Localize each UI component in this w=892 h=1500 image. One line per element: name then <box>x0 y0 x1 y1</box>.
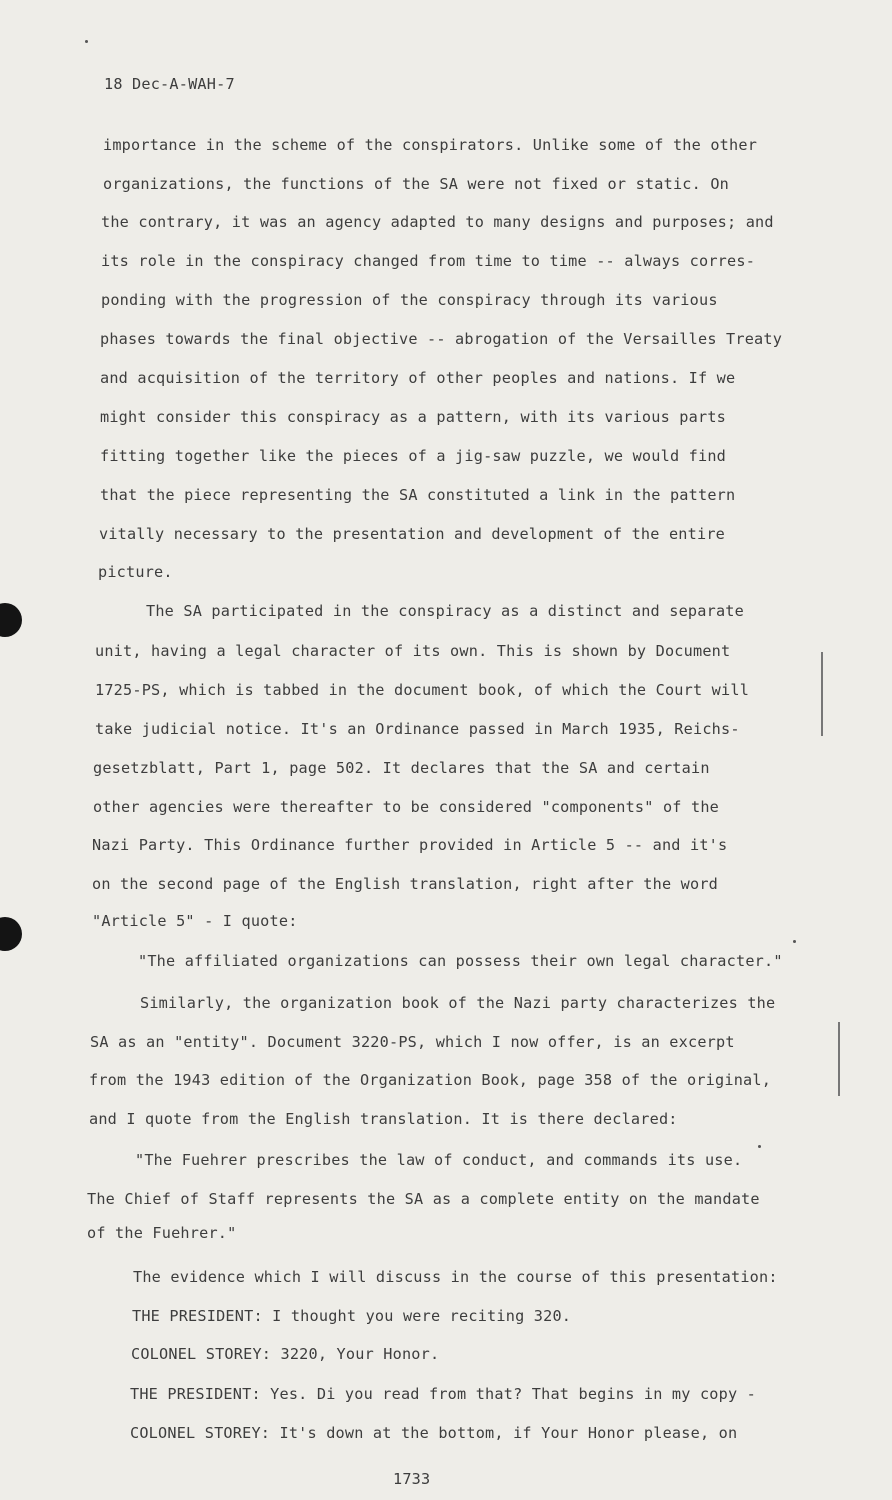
transcript-line: THE PRESIDENT: I thought you were reciting 320. <box>132 1307 572 1325</box>
speck <box>85 40 88 43</box>
punch-hole <box>0 603 22 637</box>
text-line: The SA participated in the conspiracy as a distinct and separate <box>146 602 744 620</box>
text-line: its role in the conspiracy changed from time to time -- always corres- <box>101 252 756 270</box>
text-line: vitally necessary to the presentation and development of the entire <box>99 525 726 543</box>
margin-mark <box>838 1022 840 1096</box>
speck <box>758 1145 761 1148</box>
punch-hole <box>0 917 22 951</box>
quote-line: The Chief of Staff represents the SA as a complete entity on the mandate <box>87 1190 760 1208</box>
text-line: The evidence which I will discuss in the course of this presentation: <box>133 1268 778 1286</box>
text-line: SA as an "entity". Document 3220-PS, which I now offer, is an excerpt <box>90 1033 735 1051</box>
text-line: the contrary, it was an agency adapted to many designs and purposes; and <box>101 213 774 231</box>
text-line: organizations, the functions of the SA were not fixed or static. On <box>103 175 730 193</box>
text-line: and I quote from the English translation. It is there declared: <box>89 1110 678 1128</box>
text-line: phases towards the final objective -- abrogation of the Versailles Treaty <box>100 330 783 348</box>
text-line: take judicial notice. It's an Ordinance passed in March 1935, Reichs- <box>95 720 740 738</box>
transcript-line: COLONEL STOREY: 3220, Your Honor. <box>131 1345 440 1363</box>
text-line: on the second page of the English translation, right after the word <box>92 875 719 893</box>
text-line: importance in the scheme of the conspirators. Unlike some of the other <box>103 136 758 154</box>
text-line: unit, having a legal character of its own. This is shown by Document <box>95 642 731 660</box>
quote-line: "The Fuehrer prescribes the law of conduct, and commands its use. <box>135 1151 743 1169</box>
text-line: that the piece representing the SA constituted a link in the pattern <box>100 486 736 504</box>
text-line: ponding with the progression of the conspiracy through its various <box>101 291 718 309</box>
text-line: gesetzblatt, Part 1, page 502. It declares that the SA and certain <box>93 759 710 777</box>
text-line: Similarly, the organization book of the Nazi party characterizes the <box>140 994 776 1012</box>
transcript-line: COLONEL STOREY: It's down at the bottom, if Your Honor please, on <box>130 1424 738 1442</box>
text-line: other agencies were thereafter to be considered "components" of the <box>93 798 720 816</box>
quote-line: "The affiliated organizations can possess their own legal character." <box>138 952 783 970</box>
text-line: picture. <box>98 563 173 581</box>
text-line: and acquisition of the territory of other peoples and nations. If we <box>100 369 736 387</box>
text-line: Nazi Party. This Ordinance further provided in Article 5 -- and it's <box>92 836 728 854</box>
page-number: 1733 <box>393 1470 431 1488</box>
margin-mark <box>821 652 823 736</box>
text-line: might consider this conspiracy as a pattern, with its various parts <box>100 408 727 426</box>
document-header: 18 Dec-A-WAH-7 <box>104 75 235 93</box>
transcript-line: THE PRESIDENT: Yes. Di you read from that? That begins in my copy - <box>130 1385 757 1403</box>
speck <box>793 940 796 943</box>
text-line: "Article 5" - I quote: <box>92 912 298 930</box>
text-line: from the 1943 edition of the Organization Book, page 358 of the original, <box>89 1071 772 1089</box>
quote-line: of the Fuehrer." <box>87 1224 237 1242</box>
text-line: fitting together like the pieces of a jig-saw puzzle, we would find <box>100 447 727 465</box>
text-line: 1725-PS, which is tabbed in the document book, of which the Court will <box>95 681 750 699</box>
